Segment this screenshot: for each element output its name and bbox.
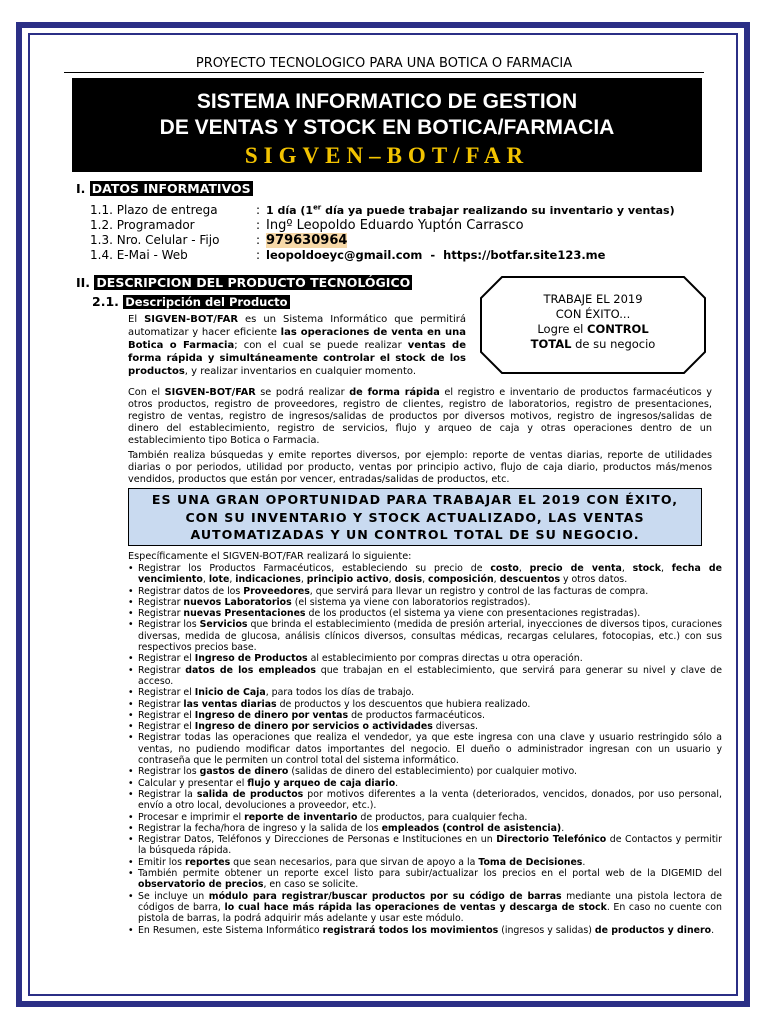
- callout-line: CON ÉXITO...: [555, 307, 631, 321]
- document-supertitle: PROYECTO TECNOLOGICO PARA UNA BOTICA O FARMACIA: [64, 56, 704, 73]
- list-item: • También permite obtener un reporte excel listo para subir/actualizar los precios en el portal web de la DIGEMID del observatorio de precios, en caso se solicite.: [138, 868, 722, 891]
- title-line-1: SISTEMA INFORMATICO DE GESTION: [196, 90, 578, 113]
- callout-line: Logre el CONTROL: [537, 322, 649, 336]
- subsection-title: Descripción del Producto: [125, 295, 288, 309]
- list-item: • Registrar los Productos Farmacéuticos, estableciendo su precio de costo, precio de venta, stock, fecha de vencimiento, lote, indicaciones, principio activo, dosis, composición, descuentos y otros datos.: [138, 563, 722, 586]
- banner-line: AUTOMATIZADAS Y UN CONTROL TOTAL DE SU NEGOCIO.: [190, 527, 640, 542]
- list-item: • Emitir los reportes que sean necesarios, para que sirvan de apoyo a la Toma de Decisiones.: [138, 857, 722, 868]
- info-row-programmer: 1.2. Programador : Ingº Leopoldo Eduardo Yuptón Carrasco: [90, 218, 524, 233]
- title-block: [72, 78, 702, 172]
- info-label: 1.3. Nro. Celular - Fijo: [90, 233, 220, 247]
- promo-callout: [480, 276, 706, 374]
- title-line-2: DE VENTAS Y STOCK EN BOTICA/FARMACIA: [159, 116, 615, 139]
- list-item: • Registrar datos de los empleados que trabajan en el establecimiento, que servirá para generar su nivel y clave de acceso.: [138, 665, 722, 688]
- info-row-delivery: 1.1. Plazo de entrega : 1 día (1er día ya puede trabajar realizando su inventario y ventas): [90, 203, 675, 217]
- list-item: • Registrar la salida de productos por motivos diferentes a la venta (deteriorados, vencidos, donados, por uso personal, envío a otro local, devoluciones a proveedor, etc.).: [138, 789, 722, 812]
- info-label: 1.4. E-Mai - Web: [90, 248, 188, 262]
- list-item: • Registrar el Ingreso de dinero por ventas de productos farmacéuticos.: [138, 710, 722, 721]
- banner-line: ES UNA GRAN OPORTUNIDAD PARA TRABAJAR EL 2019 CON ÉXITO,: [151, 492, 679, 507]
- list-item: • Registrar la fecha/hora de ingreso y la salida de los empleados (control de asistencia).: [138, 823, 722, 834]
- callout-line: TOTAL de su negocio: [530, 337, 656, 351]
- list-item: • Registrar datos de los Proveedores, que servirá para llevar un registro y control de las facturas de compra.: [138, 586, 722, 597]
- opportunity-banner: [128, 488, 702, 546]
- list-item: • Procesar e imprimir el reporte de inventario de productos, para cualquier fecha.: [138, 812, 722, 823]
- list-intro: Específicamente el SIGVEN-BOT/FAR realizará lo siguiente:: [128, 551, 412, 562]
- description-paragraph-3: También realiza búsquedas y emite reportes diversos, por ejemplo: reporte de ventas diarias, reporte de utilidades diarias o por periodos, utilidad por producto, ventas por principio activo, flujo de caja diario, productos más/menos vendidos, productos que están por vencer, entradas/salidas de productos, etc.: [128, 450, 712, 485]
- info-value: leopoldoeyc@gmail.com - https://botfar.site123.me: [266, 248, 606, 262]
- section-1-title: DATOS INFORMATIVOS: [91, 181, 251, 196]
- list-item: • Registrar las ventas diarias de productos y los descuentos que hubiera realizado.: [138, 699, 722, 710]
- list-item: • Registrar el Ingreso de dinero por servicios o actividades diversas.: [138, 721, 722, 732]
- section-2-title: DESCRIPCION DEL PRODUCTO TECNOLÓGICO: [96, 275, 411, 290]
- info-value: 1 día (1er día ya puede trabajar realizando su inventario y ventas): [266, 203, 675, 217]
- list-item: • Registrar los Servicios que brinda el establecimiento (medida de presión arterial, inyecciones de diversos tipos, curaciones diversas, medida de glucosa, análisis clínicos diversos, consultas médicas, recargas celulares, fotocopias, etc.) con sus respectivos precios base.: [138, 619, 722, 653]
- subsection-2-1-heading: [92, 294, 290, 309]
- list-item: • Calcular y presentar el flujo y arqueo de caja diario.: [138, 778, 722, 789]
- description-paragraph-1: El SIGVEN-BOT/FAR es un Sistema Informático que permitirá automatizar y hacer eficiente las operaciones de venta en una Botica o Farmacia; con el cual se puede realizar ventas de forma rápida y simultáneamente controlar el stock de los productos, y realizar inventarios en cualquier momento.: [128, 314, 466, 377]
- banner-line: CON SU INVENTARIO Y STOCK ACTUALIZADO, LAS VENTAS: [185, 509, 645, 525]
- list-item: • Registrar el Inicio de Caja, para todos los días de trabajo.: [138, 687, 722, 698]
- feature-list: [128, 563, 722, 936]
- info-label: 1.2. Programador: [90, 218, 195, 232]
- section-1-heading: [76, 181, 253, 196]
- section-2-number: II.: [76, 275, 91, 290]
- callout-text: [480, 292, 706, 352]
- description-paragraph-2: Con el SIGVEN-BOT/FAR se podrá realizar de forma rápida el registro e inventario de productos farmacéuticos y otros productos, registro de proveedores, registro de clientes, registro de laboratorios, registro de presentaciones, registro de ventas, registro de ingresos/salidas de productos por diversos motivos, registro de ingresos/salidas de dinero del establecimiento, registro de servicios, flujo y arqueo de caja y otras operaciones dentro de un establecimiento tipo Botica o Farmacia.: [128, 387, 712, 446]
- list-item: • Registrar los gastos de dinero (salidas de dinero del establecimiento) por cualquier motivo.: [138, 766, 722, 777]
- list-item: • Registrar todas las operaciones que realiza el vendedor, ya que este ingresa con una clave y usuario restringido sólo a ventas, no pudiendo modificar datos importantes del negocio. El dueño o administrador ingresan con un usuario y contraseña que le permiten un control total del sistema informático.: [138, 732, 722, 766]
- info-value: Ingº Leopoldo Eduardo Yuptón Carrasco: [266, 218, 524, 233]
- info-row-phone: 1.3. Nro. Celular - Fijo : 979630964: [90, 233, 348, 248]
- list-item: • En Resumen, este Sistema Informático registrará todos los movimientos (ingresos y salidas) de productos y dinero.: [138, 925, 722, 936]
- list-item: • Registrar el Ingreso de Productos al establecimiento por compras directas u otra operación.: [138, 653, 722, 664]
- list-item: • Registrar nuevas Presentaciones de los productos (el sistema ya viene con presentaciones registradas).: [138, 608, 722, 619]
- section-2-heading: [76, 275, 412, 290]
- info-label: 1.1. Plazo de entrega: [90, 203, 218, 217]
- info-row-contact: 1.4. E-Mai - Web : leopoldoeyc@gmail.com - https://botfar.site123.me: [90, 248, 606, 262]
- product-name: SIGVEN–BOT/FAR: [244, 143, 530, 168]
- section-1-number: I.: [76, 181, 86, 196]
- list-item: • Registrar Datos, Teléfonos y Direcciones de Personas e Instituciones en un Directorio Telefónico de Contactos y permitir la búsqueda rápida.: [138, 834, 722, 857]
- callout-line: TRABAJE EL 2019: [543, 292, 643, 306]
- subsection-number: 2.1.: [92, 294, 119, 309]
- list-item: • Registrar nuevos Laboratorios (el sistema ya viene con laboratorios registrados).: [138, 597, 722, 608]
- list-item: • Se incluye un módulo para registrar/buscar productos por su código de barras mediante una pistola lectora de códigos de barra, lo cual hace más rápida las operaciones de ventas y descarga de stock. En caso no cuente con pistola de barras, la podrá adquirir más adelante y usar este módulo.: [138, 891, 722, 925]
- phone-number: 979630964: [266, 233, 348, 248]
